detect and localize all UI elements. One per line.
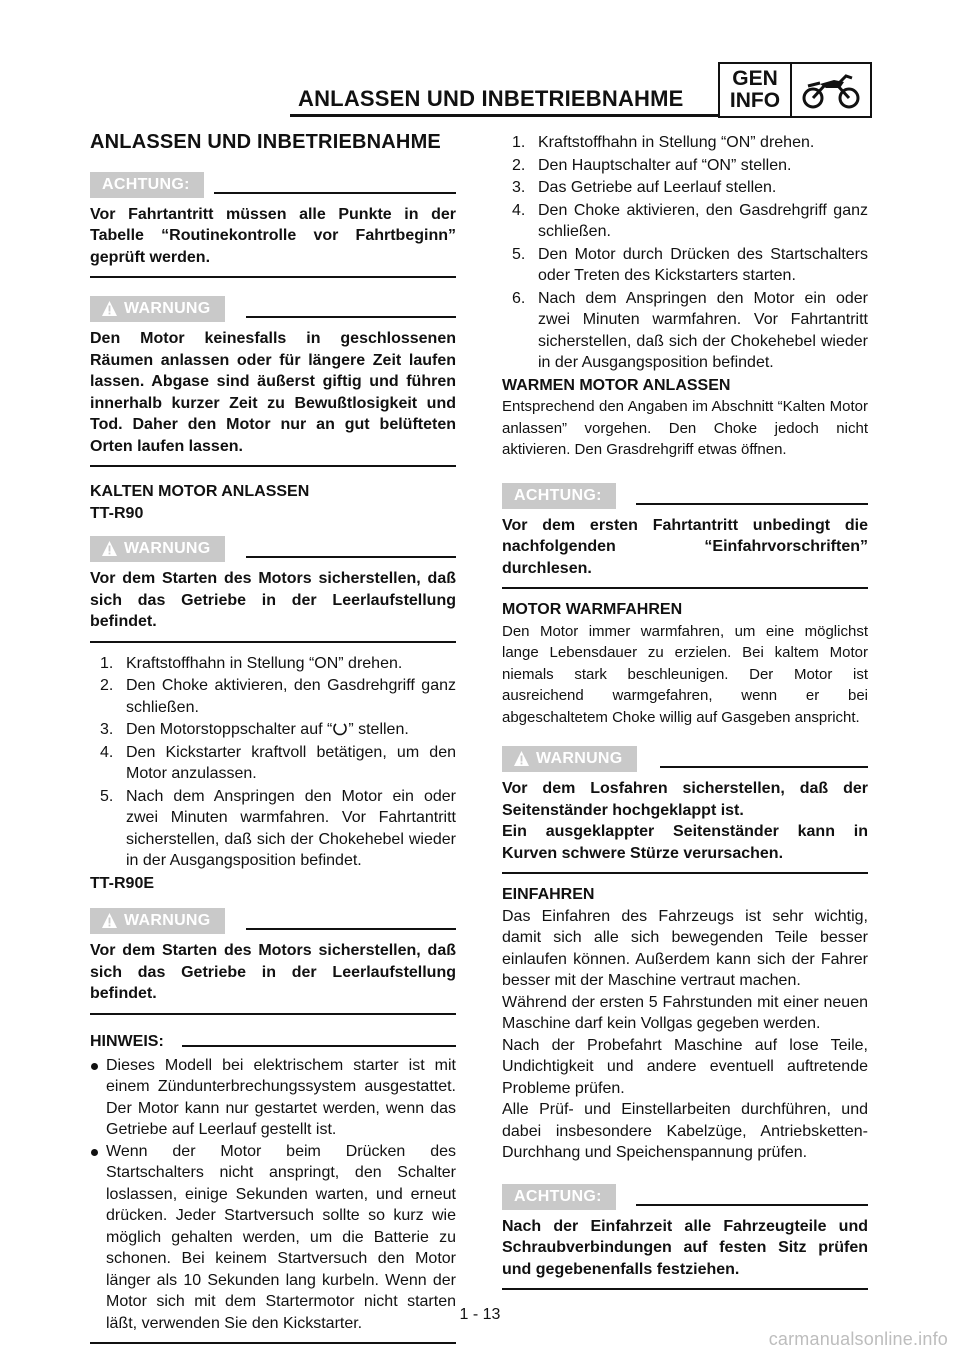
achtung-label: ACHTUNG: [502, 1184, 616, 1210]
list-item: 6. Nach dem Anspringen den Motor ein oder zwei Minuten warmfahren. Vor Fahrtantritt sicherstellen, daß sich der Chokehebel wieder in der Ausgangsposition befindet. [512, 289, 868, 371]
list-item: 5. Den Motor durch Drücken des Startschalters oder Treten des Kickstarters starten. [512, 245, 868, 284]
paragraph: Das Einfahren des Fahrzeugs ist sehr wichtig, damit sich alle sich bewegenden Teile besser einlaufen können. Außerdem kann sich der Fahrer besser mit der Maschine vertraut machen. [502, 907, 868, 989]
engine-stop-switch-icon [332, 720, 348, 738]
bullet-icon [91, 1063, 98, 1070]
warnung-text: Den Motor keinesfalls in geschlossenen Räumen anlassen oder für längere Zeit laufen lassen. Abgase sind äußerst giftig und führen innerhalb kurzer Zeit zu Bewußtlosigkeit und Tod. Daher den Motor nur an gut belüfteten Orten laufen lassen. [90, 330, 456, 455]
achtung-text: Vor dem ersten Fahrtantritt unbedingt die nachfolgenden “Einfahrvorschriften” durchlesen. [502, 516, 868, 577]
warnung-text: Vor dem Losfahren sicherstellen, daß der Seitenständer hochgeklappt ist. [502, 780, 868, 819]
warnung-callout-4 [502, 746, 868, 774]
paragraph: Alle Prüf- und Einstellarbeiten durchführen, und dabei insbesondere Kabelzüge, Antriebsketten-Durchhang und Speichenspannung prüfen. [502, 1101, 868, 1161]
paragraph: Während der ersten 5 Fahrstunden mit einer neuen Maschine darf kein Vollgas gegeben werden. [502, 993, 868, 1032]
warning-triangle-icon [101, 912, 118, 929]
hinweis-header [90, 1031, 456, 1053]
achtung-text: Vor Fahrtantritt müssen alle Punkte in der Tabelle “Routinekontrolle vor Fahrtbeginn” geprüft werden. [90, 205, 456, 266]
electric-start-steps [512, 132, 868, 374]
warnung-text: Vor dem Starten des Motors sicherstellen, daß sich das Getriebe in der Leerlaufstellung befindet. [90, 570, 456, 630]
warning-triangle-icon [513, 750, 530, 767]
list-item: 1. Kraftstoffhahn in Stellung “ON” drehen. [100, 654, 403, 672]
warnung-tag [90, 536, 225, 562]
callout-end-rule [90, 465, 456, 467]
right-column [502, 132, 868, 1300]
subsection-title: MOTOR WARMFAHREN [502, 601, 683, 618]
subsection-title: KALTEN MOTOR ANLASSEN [90, 483, 310, 500]
paragraph: Nach der Probefahrt Maschine auf lose Teile, Undichtigkeit und andere eventuell auftretende Probleme prüfen. [502, 1036, 868, 1097]
callout-end-rule [90, 641, 456, 643]
note-end-rule [90, 1342, 456, 1344]
callout-rule [246, 928, 456, 930]
callout-rule [636, 1204, 868, 1206]
warnung-label: WARNUNG [124, 912, 211, 929]
page-number: 1 - 13 [459, 1306, 501, 1323]
warnung-callout-1 [90, 296, 456, 324]
gen-info-box [718, 62, 792, 118]
list-item: 2. Den Hauptschalter auf “ON” stellen. [512, 156, 792, 174]
warnung-callout-2 [90, 536, 456, 564]
warnung-text: Vor dem Starten des Motors sicherstellen, daß sich das Getriebe in der Leerlaufstellung befindet. [90, 942, 456, 1002]
left-column [90, 126, 456, 1354]
callout-rule [246, 316, 456, 318]
list-item: Dieses Modell bei elektrischem starter ist mit einem Zündunterbrechungssystem ausgestattet. Der Motor kann nur gestartet werden, wenn das Getriebe auf Leerlauf gestellt ist. [90, 1055, 456, 1141]
paragraph: Den Motor immer warmfahren, um eine möglichst lange Lebensdauer zu erzielen. Bei kaltem Motor niemals stark beschleunigen. Der Motor ist ausreichend warmgefahren, wenn er bei abgeschaltetem Choke willig auf Gasgeben anspricht. [502, 622, 868, 726]
warnung-tag [90, 296, 225, 322]
cold-start-steps [100, 653, 456, 872]
callout-end-rule [90, 1013, 456, 1015]
bullet-icon [91, 1149, 98, 1156]
callout-end-rule [502, 872, 868, 874]
achtung-label: ACHTUNG: [502, 483, 616, 509]
model-label: TT-R90E [90, 874, 155, 892]
warning-triangle-icon [101, 540, 118, 557]
list-item: 2. Den Choke aktivieren, den Gasdrehgriff ganz schließen. [100, 677, 456, 716]
warnung-tag [90, 908, 225, 934]
achtung-label: ACHTUNG: [90, 172, 204, 198]
watermark: carmanualsonline.info [768, 1329, 948, 1349]
warnung-label: WARNUNG [124, 300, 211, 317]
list-item: 3. Das Getriebe auf Leerlauf stellen. [512, 179, 777, 196]
paragraph: Entsprechend den Angaben im Abschnitt “Kalten Motor anlassen” vorgehen. Den Choke jedoch nicht aktivieren. Den Grasdrehgriff etwas öffnen. [502, 398, 868, 458]
hinweis-label: HINWEIS: [90, 1032, 164, 1050]
callout-rule [660, 766, 868, 768]
motorcycle-icon [800, 70, 862, 110]
warnung-label: WARNUNG [124, 540, 211, 557]
achtung-callout-3 [502, 1184, 868, 1212]
callout-rule [246, 556, 456, 558]
header-rule [290, 114, 718, 117]
callout-rule [214, 192, 456, 194]
subsection-title: EINFAHREN [502, 886, 595, 903]
callout-end-rule [502, 1288, 868, 1290]
motorcycle-icon-box [790, 62, 872, 118]
model-label: TT-R90 [90, 504, 144, 522]
callout-rule [636, 503, 868, 505]
subsection-title: WARMEN MOTOR ANLASSEN [502, 376, 731, 394]
list-item: Wenn der Motor beim Drücken des Startschalters nicht anspringt, den Schalter loslassen, einige Sekunden warten, und erneut drücken. Jeder Startversuch sollte so kurz wie möglich gehalten werden, um die Batterie zu schonen. Bei keinem Startversuch den Motor länger als 10 Sekunden lang kurbeln. Wenn der Motor sich mit dem Startermotor nicht starten läßt, verwenden Sie den Kickstarter. [90, 1141, 456, 1335]
achtung-text: Nach der Einfahrzeit alle Fahrzeugteile und Schraubverbindungen auf festen Sitz prüfen und gegebenenfalls festziehen. [502, 1217, 868, 1278]
list-item: 3. Den Motorstoppschalter auf “ ” stellen. [100, 721, 409, 738]
section-title: ANLASSEN UND INBETRIEBNAHME [90, 131, 441, 153]
info-label: INFO [729, 89, 781, 112]
gen-label: GEN [732, 67, 778, 90]
list-item: 4. Den Choke aktivieren, den Gasdrehgriff ganz schließen. [512, 201, 868, 240]
warnung-label: WARNUNG [536, 750, 623, 767]
hinweis-rule [182, 1045, 456, 1047]
running-header: ANLASSEN UND INBETRIEBNAHME [298, 86, 684, 111]
warnung-text: Ein ausgeklappter Seitenständer kann in Kurven schwere Stürze verursachen. [502, 823, 868, 862]
achtung-callout-1 [90, 172, 456, 200]
list-item: 1. Kraftstoffhahn in Stellung “ON” drehen. [512, 134, 815, 151]
callout-end-rule [502, 587, 868, 589]
warning-triangle-icon [101, 300, 118, 317]
callout-end-rule [90, 276, 456, 278]
list-item: 4. Den Kickstarter kraftvoll betätigen, um den Motor anzulassen. [100, 743, 456, 782]
warnung-tag [502, 746, 637, 772]
hinweis-list [90, 1055, 456, 1335]
warnung-callout-3 [90, 908, 456, 936]
achtung-callout-2 [502, 483, 868, 511]
list-item: 5. Nach dem Anspringen den Motor ein oder zwei Minuten warmfahren. Vor Fahrtantritt sicherstellen, daß sich der Chokehebel wieder in der Ausgangsposition befindet. [100, 787, 456, 869]
